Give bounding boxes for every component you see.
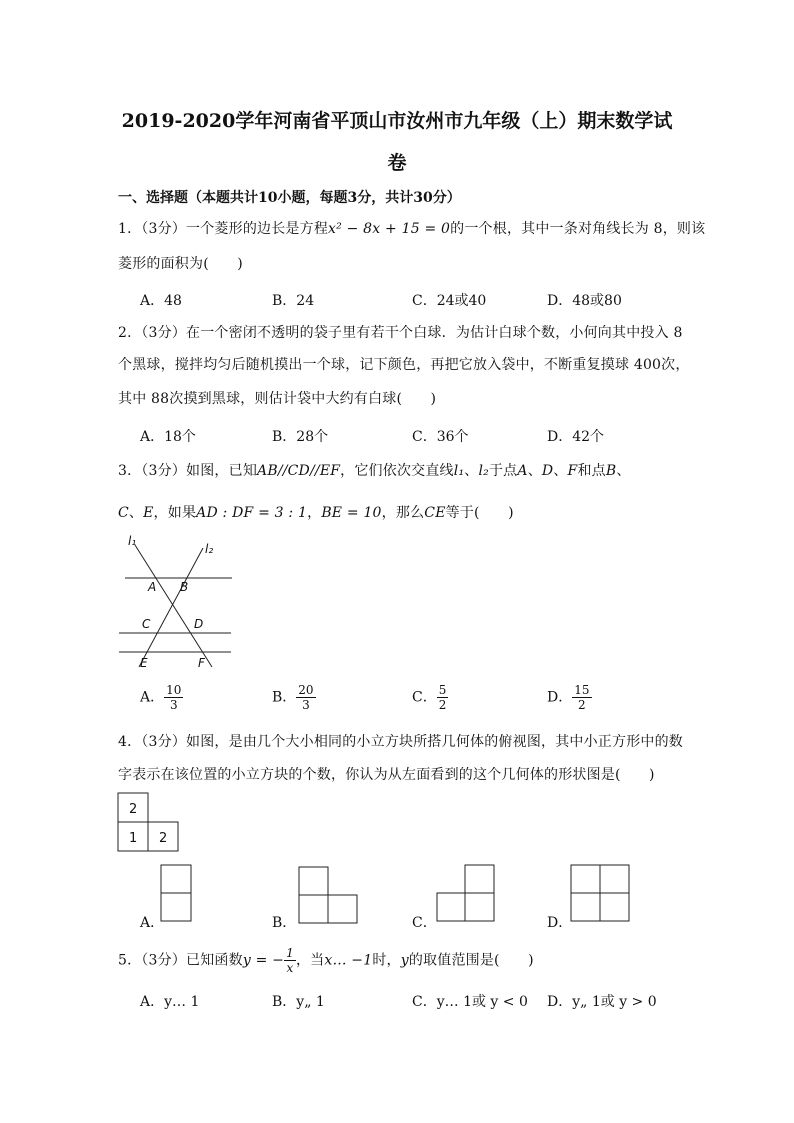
q1-text-b: 的一个根，其中一条对角线长为 8，则该 (450, 221, 706, 237)
q3-text: 、 (128, 505, 144, 521)
denominator: 3 (302, 698, 310, 712)
q3-text: 、 (553, 463, 568, 479)
question-4-line2: 字表示在该位置的小立方块的个数，你认为从左面看到的这个几何体的形状图是( ) (118, 767, 655, 783)
q5-text: ，当 (295, 952, 325, 969)
q4-option-d-shape (570, 864, 632, 922)
question-4-line1: 4．（3分）如图，是由几个大小相同的小立方块所搭几何体的俯视图，其中小正方形中的数 (118, 734, 684, 750)
page-title-line1: 2019-2020学年河南省平顶山市汝州市九年级（上）期末数学试 (121, 110, 673, 132)
q3-text: 、 (464, 463, 479, 479)
q3-option-b[interactable] (272, 683, 316, 712)
q3-option-d[interactable] (547, 683, 592, 712)
q3-text: ，如果 (153, 505, 197, 521)
numerator: 20 (298, 683, 314, 697)
q5-text: 的取值范围是( ) (408, 952, 534, 969)
label-a: A (148, 580, 157, 594)
q3-math: BE = 10 (321, 505, 382, 521)
fraction (284, 946, 296, 975)
q3-text: 、 (527, 463, 542, 479)
q1-text-a: 1．（3分）一个菱形的边长是方程 (118, 221, 329, 237)
q3-math: D (541, 463, 554, 479)
section-heading: 一、选择题（本题共计10小题，每题3分，共计30分） (118, 190, 461, 206)
numerator: 15 (574, 683, 590, 697)
q3-math: A (517, 463, 528, 479)
q3-math: AB//CD//EF (257, 463, 341, 479)
q2-option-c[interactable]: C．36个 (412, 429, 469, 445)
q3-text: 3．（3分）如图，已知 (118, 463, 258, 479)
question-2-line3: 其中 88次摸到黑球，则估计袋中大约有白球( ) (118, 391, 437, 407)
q3-option-c-label: C． (412, 689, 437, 706)
q3-parallel-lines-figure (110, 535, 240, 673)
q4-option-d[interactable]: D． (547, 915, 573, 931)
q3-option-c[interactable] (412, 683, 448, 712)
question-1-line1 (118, 218, 705, 238)
page-title-line2: 卷 (387, 152, 407, 174)
line-l1 (135, 545, 212, 667)
q3-math: CE (424, 505, 446, 521)
numerator: 10 (166, 683, 182, 697)
fraction (296, 683, 315, 712)
q5-option-c[interactable]: C．y… 1或 y < 0 (412, 994, 528, 1010)
label-c: C (142, 617, 151, 631)
q3-text: ，它们依次交直线 (340, 463, 454, 479)
q3-math: F (567, 463, 578, 479)
grid-value-top-left: 2 (129, 802, 138, 817)
q1-option-c[interactable]: C．24或40 (412, 293, 487, 309)
q3-option-b-label: B． (272, 689, 297, 706)
denominator: 2 (438, 698, 447, 712)
q2-option-d[interactable]: D．42个 (547, 429, 605, 445)
numerator: 1 (286, 946, 294, 960)
q3-math: B (605, 463, 617, 479)
question-2-line2: 个黑球，搅拌均匀后随机摸出一个球，记下颜色，再把它放入袋中，不断重复摸球 400次， (118, 357, 690, 373)
q4-option-c-shape (436, 864, 498, 922)
q4-option-b-shape (298, 866, 360, 924)
q3-text: ， (307, 505, 322, 521)
q5-math: y (400, 952, 409, 969)
label-b: B (180, 580, 189, 594)
q5-text: 时， (372, 952, 401, 969)
q3-text: ，那么 (381, 505, 425, 521)
denominator: x (286, 961, 294, 975)
q2-option-a[interactable]: A．18个 (140, 429, 196, 445)
q3-text: 、 (616, 463, 631, 479)
fraction (437, 683, 449, 712)
label-f: F (198, 656, 205, 670)
question-5-line (118, 946, 534, 975)
q5-option-a[interactable]: A．y… 1 (140, 994, 200, 1010)
q4-option-a[interactable]: A． (140, 915, 165, 931)
q5-text: 5．（3分）已知函数 (118, 952, 243, 969)
q3-option-a-label: A． (140, 689, 165, 706)
q5-math: y = − (242, 952, 285, 969)
label-e: E (140, 656, 148, 670)
q4-option-c[interactable]: C． (412, 915, 437, 931)
q1-option-a[interactable]: A．48 (140, 293, 182, 309)
denominator: 2 (578, 698, 586, 712)
label-l1: l₁ (128, 535, 137, 548)
grid-value-bottom-left: 1 (129, 831, 138, 846)
grid-value-bottom-right: 2 (159, 831, 168, 846)
q1-option-b[interactable]: B．24 (272, 293, 315, 309)
q4-option-b[interactable]: B． (272, 915, 297, 931)
q3-text: 等于( ) (445, 505, 514, 521)
q4-top-view-grid (117, 792, 181, 854)
q3-option-a[interactable] (140, 683, 183, 712)
q3-option-d-label: D． (547, 689, 573, 706)
question-2-line1: 2．（3分）在一个密闭不透明的袋子里有若干个白球．为估计白球个数，小何向其中投入 8 (118, 325, 683, 341)
q3-math: l₂ (478, 463, 489, 479)
question-3-line2 (118, 502, 514, 522)
question-1-line2: 菱形的面积为( ) (118, 256, 243, 272)
denominator: 3 (169, 698, 178, 712)
q5-option-d[interactable]: D．y„ 1或 y > 0 (547, 994, 657, 1010)
q3-math: AD : DF = 3 : 1 (196, 505, 308, 521)
q3-math: C (118, 505, 129, 521)
fraction (164, 683, 183, 712)
q1-option-d[interactable]: D．48或80 (547, 293, 622, 309)
q3-text: 和点 (577, 463, 606, 479)
q2-option-b[interactable]: B．28个 (272, 429, 329, 445)
label-d: D (194, 617, 204, 631)
numerator: 5 (438, 683, 447, 697)
q5-math: x… −1 (324, 952, 373, 969)
question-3-line1 (118, 460, 631, 480)
q5-option-b[interactable]: B．y„ 1 (272, 994, 325, 1010)
q3-math: E (143, 505, 154, 521)
q3-math: l₁ (453, 463, 465, 479)
q4-option-a-shape (160, 864, 194, 922)
fraction (572, 683, 591, 712)
q3-text: 于点 (488, 463, 518, 479)
q1-equation: x² − 8x + 15 = 0 (328, 221, 451, 237)
label-l2: l₂ (205, 542, 214, 556)
